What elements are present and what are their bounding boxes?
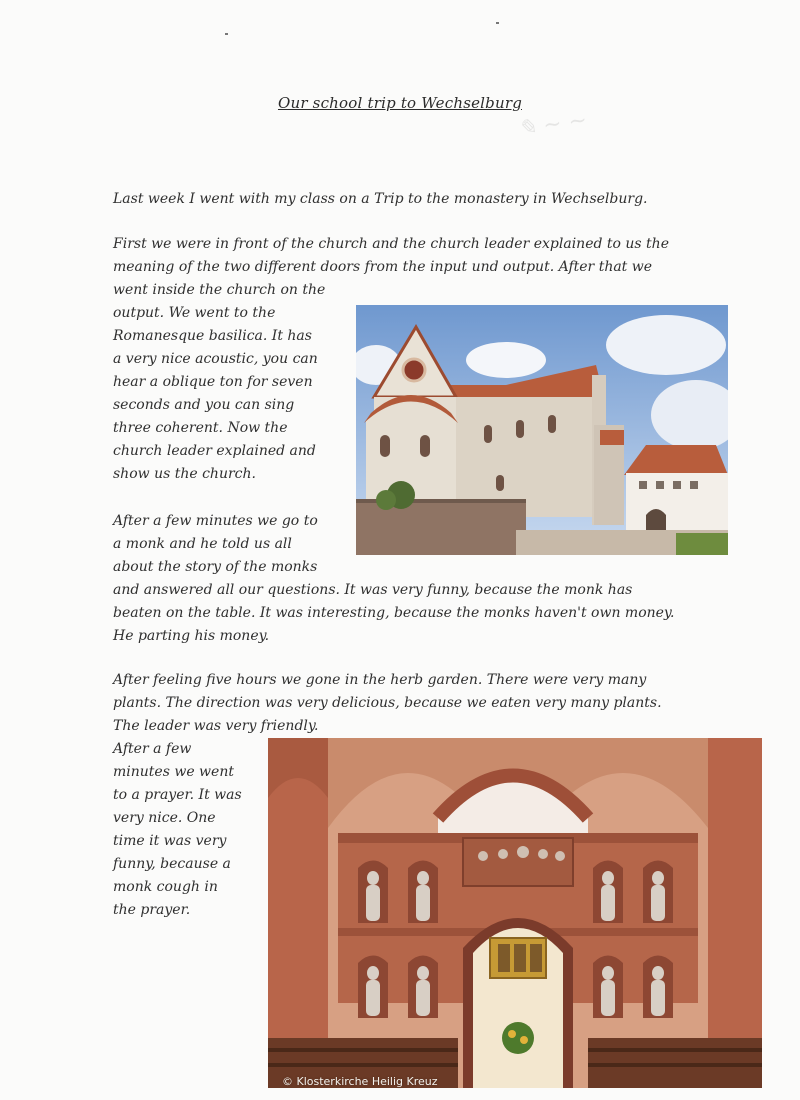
text-line: First we were in front of the church and the church leader explained to us the [113,236,669,252]
church-exterior-photo [356,305,728,555]
paragraph-4-full [113,669,662,738]
church-interior-photo [268,738,762,1088]
page-title: Our school trip to Wechselburg [277,94,522,112]
text-line: time it was very [113,833,227,849]
text-line: a very nice acoustic, you can [113,351,318,367]
text-line: Romanesque basilica. It has [113,328,312,344]
text-line: a monk and he told us all [113,536,292,552]
text-line: show us the church. [113,466,256,482]
paragraph-3-wrapped [113,510,318,579]
text-line: and answered all our questions. It was very funny, because the monk has [113,582,633,598]
scan-speck [225,33,228,35]
text-line: beaten on the table. It was interesting, because the monks haven't own money. [113,605,675,621]
text-line: three coherent. Now the [113,420,288,436]
photo-caption: © Klosterkirche Heilig Kreuz [282,1075,438,1088]
text-line: Last week I went with my class on a Trip to the monastery in Wechselburg. [113,191,648,207]
text-line: plants. The direction was very delicious, because we eaten very many plants. [113,695,662,711]
text-line: funny, because a [113,856,231,872]
text-line: to a prayer. It was [113,787,242,803]
text-line: After a few minutes we go to [113,513,318,529]
text-line: meaning of the two different doors from the input und output. After that we [113,259,653,275]
paragraph-2-full [113,233,669,279]
text-line: hear a oblique ton for seven [113,374,313,390]
text-line: church leader explained and [113,443,316,459]
text-line: went inside the church on the [113,282,326,298]
text-line: seconds and you can sing [113,397,295,413]
text-line: the prayer. [113,902,191,918]
text-line: monk cough in [113,879,218,895]
text-line: minutes we went [113,764,234,780]
paragraph-4-wrapped [113,738,242,922]
scan-speck [496,22,499,24]
text-line: output. We went to the [113,305,276,321]
paragraph-2-wrapped [113,279,325,486]
text-line: about the story of the monks [113,559,318,575]
intro-paragraph [113,188,647,211]
text-line: After a few [113,741,192,757]
text-line: very nice. One [113,810,216,826]
text-line: After feeling five hours we gone in the herb garden. There were very many [113,672,647,688]
paragraph-3-full [113,579,674,648]
text-line: The leader was very friendly. [113,718,319,734]
bleed-through-mark: ✎ ~ ~ [516,107,589,143]
text-line: He parting his money. [113,628,270,644]
